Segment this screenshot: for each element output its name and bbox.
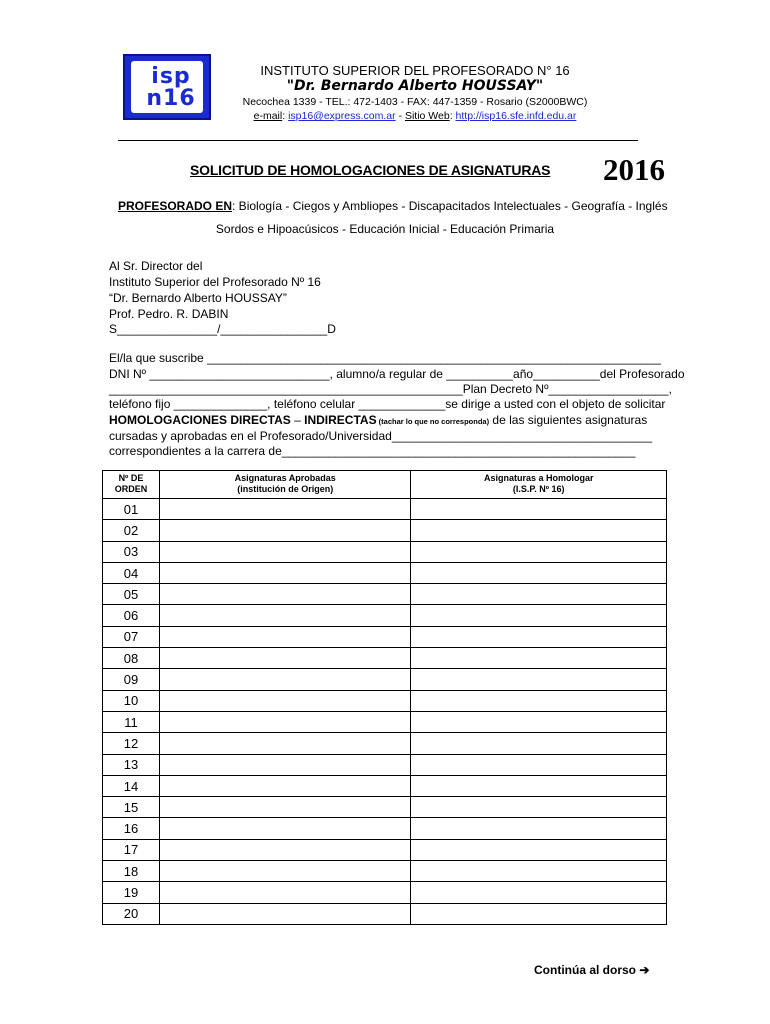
row-number: 01	[103, 499, 160, 520]
homologate-subject-cell[interactable]	[411, 648, 667, 669]
homologate-subject-cell[interactable]	[411, 775, 667, 796]
homologate-subject-cell[interactable]	[411, 903, 667, 924]
header-to-homologate: Asignaturas a Homologar (I.S.P. Nº 16)	[411, 471, 667, 499]
row-number: 10	[103, 690, 160, 711]
row-number: 04	[103, 562, 160, 583]
logo-letters-bottom: n16	[146, 86, 196, 111]
table-row	[103, 562, 667, 583]
homologate-subject-cell[interactable]	[411, 861, 667, 882]
table-row	[103, 605, 667, 626]
form-line-suscribe[interactable]: El/la que suscribe ____________________________________________________________________	[109, 351, 661, 365]
homologate-subject-cell[interactable]	[411, 605, 667, 626]
email-label: e-mail	[253, 110, 283, 122]
header-approved: Asignaturas Aprobadas (institución de Origen)	[159, 471, 411, 499]
approved-subject-cell[interactable]	[159, 818, 411, 839]
table-row	[103, 626, 667, 647]
approved-subject-cell[interactable]	[159, 562, 411, 583]
homologate-subject-cell[interactable]	[411, 562, 667, 583]
approved-subject-cell[interactable]	[159, 499, 411, 520]
approved-subject-cell[interactable]	[159, 605, 411, 626]
approved-subject-cell[interactable]	[159, 584, 411, 605]
table-row	[103, 839, 667, 860]
addressee-line-1: Al Sr. Director del	[109, 259, 203, 273]
table-row	[103, 754, 667, 775]
homologate-subject-cell[interactable]	[411, 733, 667, 754]
table-row	[103, 711, 667, 732]
subjects-table	[102, 470, 667, 925]
row-number: 12	[103, 733, 160, 754]
homologate-subject-cell[interactable]	[411, 797, 667, 818]
table-row	[103, 648, 667, 669]
approved-subject-cell[interactable]	[159, 775, 411, 796]
arrow-right-icon: ➔	[639, 963, 650, 977]
row-number: 05	[103, 584, 160, 605]
row-number: 13	[103, 754, 160, 775]
row-number: 15	[103, 797, 160, 818]
row-number: 19	[103, 882, 160, 903]
approved-subject-cell[interactable]	[159, 797, 411, 818]
header-order: Nº DE ORDEN	[103, 471, 160, 499]
homologate-subject-cell[interactable]	[411, 818, 667, 839]
table-row	[103, 797, 667, 818]
logo-panel	[131, 61, 203, 113]
approved-subject-cell[interactable]	[159, 882, 411, 903]
institute-logo	[123, 54, 211, 120]
form-title: SOLICITUD DE HOMOLOGACIONES DE ASIGNATURAS	[190, 162, 551, 178]
homologate-subject-cell[interactable]	[411, 541, 667, 562]
homologate-subject-cell[interactable]	[411, 882, 667, 903]
homologate-subject-cell[interactable]	[411, 754, 667, 775]
table-row	[103, 882, 667, 903]
approved-subject-cell[interactable]	[159, 669, 411, 690]
profesorado-line-1	[118, 199, 668, 213]
approved-subject-cell[interactable]	[159, 754, 411, 775]
table-row	[103, 861, 667, 882]
approved-subject-cell[interactable]	[159, 733, 411, 754]
row-number: 17	[103, 839, 160, 860]
row-number: 02	[103, 520, 160, 541]
addressee-line-2: Instituto Superior del Profesorado Nº 16	[109, 275, 321, 289]
table-row	[103, 520, 667, 541]
institute-honoree: "Dr. Bernardo Alberto HOUSSAY"	[286, 78, 544, 94]
form-line-universidad[interactable]: cursadas y aprobadas en el Profesorado/Universidad_______________________________________	[109, 429, 653, 443]
row-number: 03	[103, 541, 160, 562]
tachar-note: (tachar lo que no corresponda)	[376, 417, 490, 426]
table-row	[103, 775, 667, 796]
row-number: 16	[103, 818, 160, 839]
institute-address: Necochea 1339 - TEL.: 472-1403 - FAX: 447-1359 - Rosario (S2000BWC)	[242, 96, 588, 108]
contact-line: e-mail: isp16@express.com.ar - Sitio Web: http://isp16.sfe.infd.edu.ar	[253, 110, 577, 122]
table-row	[103, 818, 667, 839]
logo-mark	[141, 66, 201, 116]
row-number: 11	[103, 711, 160, 732]
indirectas-label[interactable]: INDIRECTAS	[304, 413, 377, 427]
profesorado-label: PROFESORADO EN	[118, 199, 233, 213]
approved-subject-cell[interactable]	[159, 690, 411, 711]
profesorado-list-2: Sordos e Hipoacúsicos - Educación Inicial - Educación Primaria	[215, 222, 555, 236]
approved-subject-cell[interactable]	[159, 711, 411, 732]
web-label: Sitio Web	[404, 110, 450, 122]
approved-subject-cell[interactable]	[159, 626, 411, 647]
approved-subject-cell[interactable]	[159, 541, 411, 562]
table-header-row	[103, 471, 667, 499]
addressee-line-3: “Dr. Bernardo Alberto HOUSSAY”	[109, 291, 287, 305]
addressee-line-4: Prof. Pedro. R. DABIN	[109, 307, 229, 321]
form-line-phones[interactable]: teléfono fijo ______________, teléfono celular _____________se dirige a usted con el objeto de solicitar	[109, 397, 666, 411]
row-number: 09	[103, 669, 160, 690]
approved-subject-cell[interactable]	[159, 648, 411, 669]
table-row	[103, 499, 667, 520]
row-number: 18	[103, 861, 160, 882]
homologate-subject-cell[interactable]	[411, 584, 667, 605]
homologate-subject-cell[interactable]	[411, 711, 667, 732]
form-line-homologaciones: HOMOLOGACIONES DIRECTAS – INDIRECTAS (tachar lo que no corresponda) de las siguientes asignaturas	[109, 413, 648, 427]
row-number: 07	[103, 626, 160, 647]
row-number: 20	[103, 903, 160, 924]
approved-subject-cell[interactable]	[159, 861, 411, 882]
homologate-subject-cell[interactable]	[411, 499, 667, 520]
table-row	[103, 733, 667, 754]
approved-subject-cell[interactable]	[159, 520, 411, 541]
web-link[interactable]: http://isp16.sfe.infd.edu.ar	[455, 110, 577, 122]
homologate-subject-cell[interactable]	[411, 669, 667, 690]
table-row	[103, 903, 667, 924]
continue-note: Continúa al dorso ➔	[534, 963, 650, 977]
addressee-line-5: S_______________/________________D	[109, 322, 336, 336]
profesorado-list-1: : Biología - Ciegos y Ambliopes - Discapacitados Intelectuales - Geografía - Inglés	[232, 199, 668, 213]
homologate-subject-cell[interactable]	[411, 690, 667, 711]
email-link[interactable]: isp16@express.com.ar	[288, 110, 396, 122]
logo-letters-top: isp	[151, 64, 191, 89]
row-number: 14	[103, 775, 160, 796]
table-row	[103, 690, 667, 711]
institute-name: INSTITUTO SUPERIOR DEL PROFESORADO N° 16	[260, 63, 570, 78]
homologate-subject-cell[interactable]	[411, 626, 667, 647]
form-year: 2016	[603, 152, 665, 187]
header-divider	[118, 140, 638, 141]
form-line-carrera[interactable]: correspondientes a la carrera de_____________________________________________________	[109, 444, 636, 458]
form-line-plan[interactable]: _____________________________________________________Plan Decreto Nº__________________,	[109, 382, 672, 396]
form-line-dni[interactable]: DNI Nº ___________________________, alumno/a regular de __________año__________del Profesorado	[109, 367, 685, 381]
approved-subject-cell[interactable]	[159, 839, 411, 860]
row-number: 06	[103, 605, 160, 626]
homologate-subject-cell[interactable]	[411, 839, 667, 860]
homologate-subject-cell[interactable]	[411, 520, 667, 541]
directas-label[interactable]: HOMOLOGACIONES DIRECTAS	[109, 413, 291, 427]
table-row	[103, 584, 667, 605]
table-row	[103, 541, 667, 562]
approved-subject-cell[interactable]	[159, 903, 411, 924]
row-number: 08	[103, 648, 160, 669]
table-row	[103, 669, 667, 690]
